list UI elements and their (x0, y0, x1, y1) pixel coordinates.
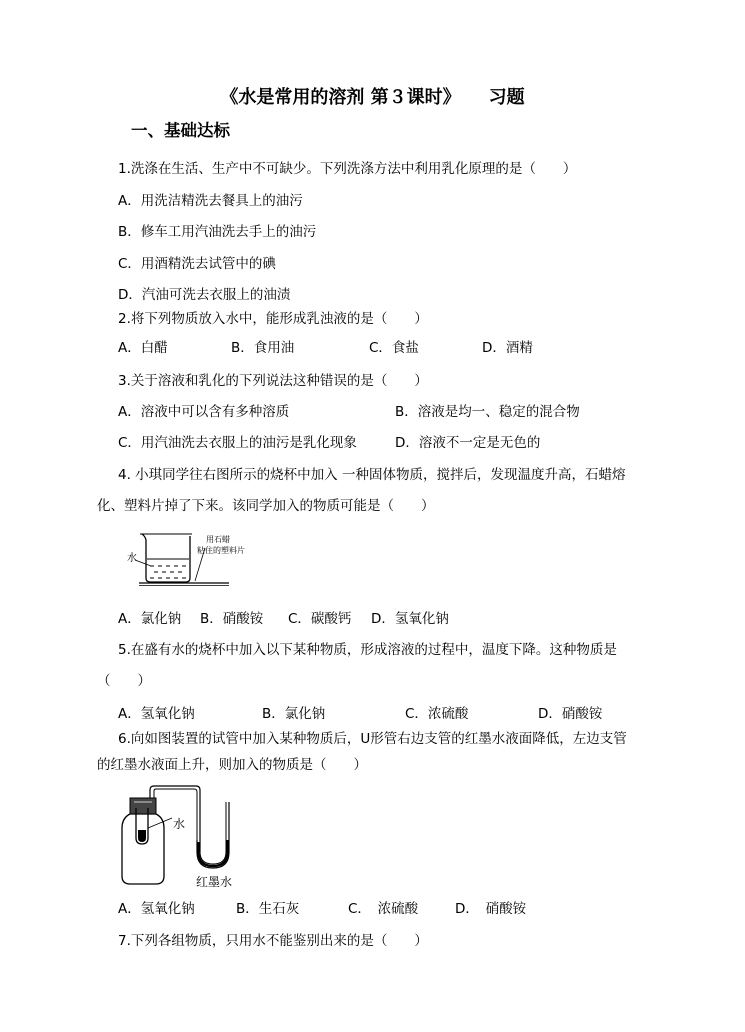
u-tube-water-label: 水 (173, 817, 186, 831)
q2-option-a: A．白醋 (118, 340, 168, 356)
q6-option-a: A．氢氧化钠 (118, 901, 195, 917)
q1-stem: 1.洗涤在生活、生产中不可缺少。下列洗涤方法中利用乳化原理的是（ ） (118, 161, 577, 177)
q5-stem-line-2: （ ） (97, 673, 151, 689)
beaker-paraffin-label-1: 用石蜡 (206, 535, 230, 544)
q4-option-a: A．氯化钠 (118, 611, 182, 627)
q3-option-b: B．溶液是均一、稳定的混合物 (395, 404, 580, 420)
q1-option-b: B．修车工用汽油洗去手上的油污 (118, 224, 317, 240)
title-main: 《水是常用的溶剂 第３课时》 (220, 87, 461, 108)
q5-option-c: C．浓硫酸 (405, 706, 469, 722)
q3-option-d: D．溶液不一定是无色的 (395, 435, 541, 451)
beaker-figure (125, 528, 245, 590)
q4-option-b: B．硝酸铵 (200, 611, 264, 627)
u-tube-apparatus-figure (118, 780, 253, 892)
q3-option-a: A．溶液中可以含有多种溶质 (118, 404, 290, 420)
q7-stem: 7.下列各组物质，只用水不能鉴别出来的是（ ） (118, 933, 428, 949)
q2-stem: 2.将下列物质放入水中，能形成乳浊液的是（ ） (118, 311, 428, 327)
q4-stem-line-1: 4. 小琪同学往右图所示的烧杯中加入 一种固体物质，搅拌后，发现温度升高，石蜡熔 (118, 467, 626, 483)
q3-option-c: C．用汽油洗去衣服上的油污是乳化现象 (118, 435, 357, 451)
section-heading: 一、基础达标 (131, 121, 230, 140)
q6-stem-line-2: 的红墨水液面上升，则加入的物质是（ ） (97, 757, 367, 773)
q4-stem-line-2: 化、塑料片掉了下来。该同学加入的物质可能是（ ） (97, 498, 435, 514)
q5-option-b: B．氯化钠 (262, 706, 326, 722)
q2-option-d: D．酒精 (482, 340, 533, 356)
q1-option-c: C．用酒精洗去试管中的碘 (118, 256, 276, 272)
u-tube-red-ink-label: 红墨水 (196, 875, 233, 889)
title-suffix: 习题 (488, 87, 525, 108)
q1-option-d: D．汽油可洗去衣服上的油渍 (118, 287, 291, 303)
beaker-water-label: 水 (127, 553, 137, 564)
page-title (0, 86, 745, 110)
q5-stem-line-1: 5.在盛有水的烧杯中加入以下某种物质，形成溶液的过程中，温度下降。这种物质是 (118, 642, 617, 658)
q1-option-a: A．用洗洁精洗去餐具上的油污 (118, 193, 303, 209)
q4-option-d: D．氢氧化钠 (371, 611, 449, 627)
q2-option-c: C．食盐 (369, 340, 419, 356)
q4-option-c: C．碳酸钙 (288, 611, 352, 627)
q2-option-b: B．食用油 (231, 340, 295, 356)
q5-option-a: A．氢氧化钠 (118, 706, 195, 722)
beaker-paraffin-label-2: 粘住的塑料片 (197, 546, 245, 555)
q6-stem-line-1: 6.向如图装置的试管中加入某种物质后，U形管右边支管的红墨水液面降低，左边支管 (118, 731, 627, 747)
q3-stem: 3.关于溶液和乳化的下列说法这种错误的是（ ） (118, 373, 428, 389)
q6-option-d: D． 硝酸铵 (455, 901, 527, 917)
q6-option-b: B．生石灰 (236, 901, 300, 917)
q6-option-c: C． 浓硫酸 (348, 901, 419, 917)
q5-option-d: D．硝酸铵 (538, 706, 603, 722)
